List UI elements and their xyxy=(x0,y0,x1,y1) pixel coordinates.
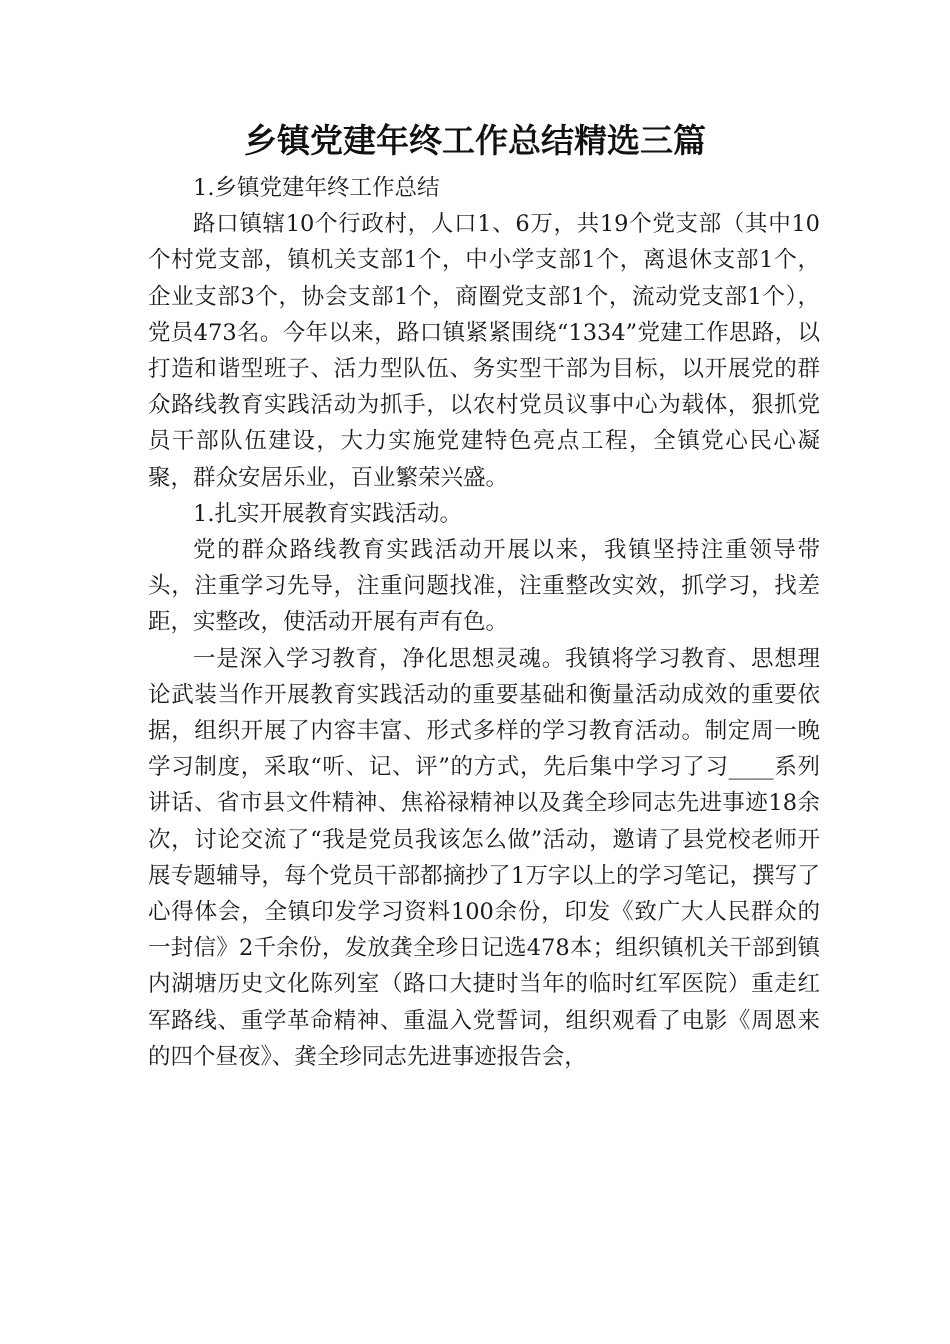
document-body xyxy=(148,170,820,1075)
section-heading: 1.乡镇党建年终工作总结 xyxy=(193,175,440,201)
document-title: 乡镇党建年终工作总结精选三篇 xyxy=(244,121,706,160)
subsection-heading: 1.扎实开展教育实践活动。 xyxy=(193,500,462,527)
body-paragraph: 一是深入学习教育，净化思想灵魂。我镇将学习教育、思想理论武装当作开展教育实践活动的重要基础和衡量活动成效的重要依据，组织开展了内容丰富、形式多样的学习教育活动。制定周一晚学习制度，采取“听、记、评”的方式，先后集中学习了习____系列讲话、省市县文件精神、焦裕禄精神以及龚全珍同志先进事迹18余次，讨论交流了“我是党员我该怎么做”活动，邀请了县党校老师开展专题辅导，每个党员干部都摘抄了1万字以上的学习笔记，撰写了心得体会，全镇印发学习资料100余份，印发《致广大人民群众的一封信》2千余份，发放龚全珍日记选478本；组织镇机关干部到镇内湖塘历史文化陈列室（路口大捷时当年的临时红军医院）重走红军路线、重学革命精神、重温入党誓词，组织观看了电影《周恩来的四个昼夜》、龚全珍同志先进事迹报告会， xyxy=(148,645,820,1070)
body-paragraph: 路口镇辖10个行政村，人口1、6万，共19个党支部（其中10个村党支部，镇机关支部1个，中小学支部1个，离退休支部1个，企业支部3个，协会支部1个，商圈党支部1个，流动党支部1个），党员473名。今年以来，路口镇紧紧围绕“1334”党建工作思路，以打造和谐型班子、活力型队伍、务实型干部为目标，以开展党的群众路线教育实践活动为抓手，以农村党员议事中心为载体，狠抓党员干部队伍建设，大力实施党建特色亮点工程，全镇党心民心凝聚，群众安居乐业，百业繁荣兴盛。 xyxy=(148,211,820,491)
body-paragraph: 党的群众路线教育实践活动开展以来，我镇坚持注重领导带头，注重学习先导，注重问题找准，注重整改实效，抓学习，找差距，实整改，使活动开展有声有色。 xyxy=(148,537,820,636)
